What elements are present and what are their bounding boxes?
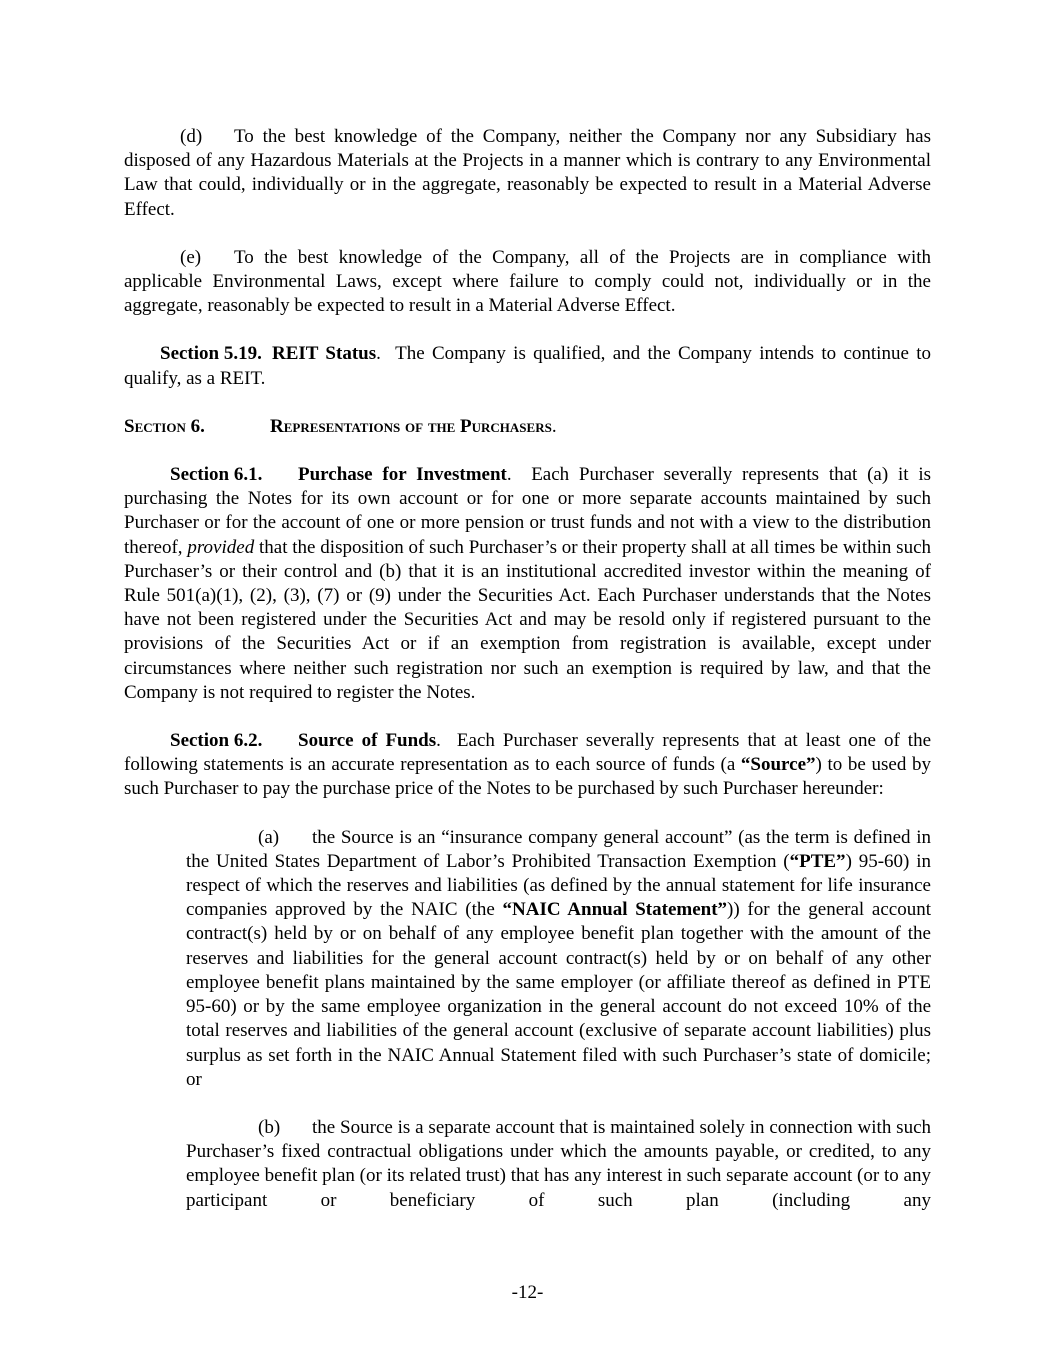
paragraph-e-label: (e)	[180, 246, 202, 268]
section-6-1-number: Section 6.1.	[170, 464, 263, 486]
page-number: -12-	[511, 1282, 544, 1303]
clause-b	[186, 1116, 931, 1213]
paragraph-d	[124, 125, 931, 222]
section-6-1-text-a: Each Purchaser severally represents that (a) it is purchasing the Notes for its own account or for one or more separate accounts maintained by such Purchaser or for the account of one or more pension or trust funds and not with a view to the distribution thereof,	[124, 464, 931, 558]
paragraph-e	[124, 246, 931, 319]
clause-b-text: the Source is a separate account that is maintained solely in connection with such Purchaser’s fixed contractual obligations under which the amounts payable, or credited, to any employee benefit plan (or its related trust) that has any interest in such separate account (or to any participant or beneficiary of such plan (including any	[186, 1116, 931, 1211]
paragraph-e-text: To the best knowledge of the Company, all of the Projects are in compliance with applicable Environmental Laws, except where failure to comply could not, individually or in the aggregate, reasonably be expected to result in a Material Adverse Effect.	[124, 246, 931, 317]
section-6-title: Representations of the Purchasers	[270, 415, 552, 437]
section-6-1-proviso: provided	[187, 536, 255, 558]
clause-a-defined-naic: “NAIC Annual Statement”	[502, 899, 728, 921]
section-6-heading-end: .	[551, 415, 557, 437]
section-6-2-title: Source of Funds	[298, 730, 437, 752]
section-6-number: Section 6.	[124, 415, 205, 437]
clause-a-label: (a)	[258, 826, 280, 848]
paragraph-d-text: To the best knowledge of the Company, neither the Company nor any Subsidiary has disposed of any Hazardous Materials at the Projects in a manner which is contrary to any Environmental Law that could, individually or in the aggregate, reasonably be expected to result in a Material Adverse Effect.	[124, 126, 931, 220]
clause-a-defined-pte: “PTE”	[789, 850, 846, 872]
section-6-1-text-b: that the disposition of such Purchaser’s or their property shall at all times be within such Purchaser’s or their control and (b) that it is an institutional accredited investor within the meaning of Rule 501(a)(1), (2), (3), (7) or (9) under the Securities Act. Each Purchaser understands that the Notes have not been registered under the Securities Act and may be resold only if registered pursuant to the provisions of the Securities Act or if an exemption from registration is available, except under circumstances where neither such registration nor such an exemption is required by law, and that the Company is not required to register the Notes.	[124, 536, 932, 703]
section-5-19-text: The Company is qualified, and the Company intends to continue to qualify, as a REIT.	[124, 343, 931, 389]
section-5-19: Section 5.19. REIT Status. The Company is qualified, and the Company intends to continue to qualify, as a REIT.	[124, 343, 931, 389]
section-6-2-text-b: ) to be used by such Purchaser to pay the purchase price of the Notes to be purchased by such Purchaser hereunder:	[124, 754, 931, 800]
section-6-1-title: Purchase for Investment	[298, 464, 507, 486]
paragraph-d-label: (d)	[180, 126, 203, 147]
section-6-2-defined-term: “Source”	[740, 754, 816, 776]
document-page	[124, 125, 931, 1213]
clause-a	[186, 826, 931, 1092]
section-5-19-title: REIT Status	[272, 343, 377, 365]
section-6-heading	[124, 415, 931, 439]
clause-a-text-3: )) for the general account contract(s) held by or on behalf of any employee benefit plan together with the amount of the reserves and liabilities for the general account contract(s) held by or on behalf of any other employee benefit plans maintained by the same employer (or affiliate thereof as defined in PTE 95-60) or by the same employee organization in the general account do not exceed 10% of the total reserves and liabilities of the general account (exclusive of separate account liabilities) plus surplus as set forth in the NAIC Annual Statement filed with such Purchaser’s state of domicile; or	[186, 899, 931, 1090]
section-6-2: Section 6.2. Source of Funds. Each Purchaser severally represents that at least one of the following statements is an accurate representation as to each source of funds (a “Source”) to be used by such Purchaser to pay the purchase price of the Notes to be purchased by such Purchaser hereunder:	[124, 730, 931, 800]
section-6-2-text-a: Each Purchaser severally represents that at least one of the following statements is an accurate representation as to each source of funds (a	[124, 730, 931, 776]
clause-a-text-1: the Source is an “insurance company general account” (as the term is defined in the United States Department of Labor’s Prohibited Transaction Exemption (	[186, 826, 931, 872]
section-5-19-number: Section 5.19.	[160, 343, 262, 365]
section-6-2-number: Section 6.2.	[170, 730, 263, 752]
clause-b-label: (b)	[258, 1116, 281, 1138]
section-6-1: Section 6.1. Purchase for Investment. Each Purchaser severally represents that (a) it is purchasing the Notes for its own account or for one or more separate accounts maintained by such Purchaser or for the account of one or more pension or trust funds and not with a view to the distribution thereof, provided that the disposition of such Purchaser’s or their property shall at all times be within such Purchaser’s or their control and (b) that it is an institutional accredited investor within the meaning of Rule 501(a)(1), (2), (3), (7) or (9) under the Securities Act. Each Purchaser understands that the Notes have not been registered under the Securities Act and may be resold only if registered pursuant to the provisions of the Securities Act or if an exemption from registration is available, except under circumstances where neither such registration nor such an exemption is required by law, and that the Company is not required to register the Notes.	[124, 464, 932, 703]
clause-a-text-2: ) 95-60) in respect of which the reserves and liabilities (as defined by the annual statement for life insurance companies approved by the NAIC (the	[186, 850, 931, 921]
